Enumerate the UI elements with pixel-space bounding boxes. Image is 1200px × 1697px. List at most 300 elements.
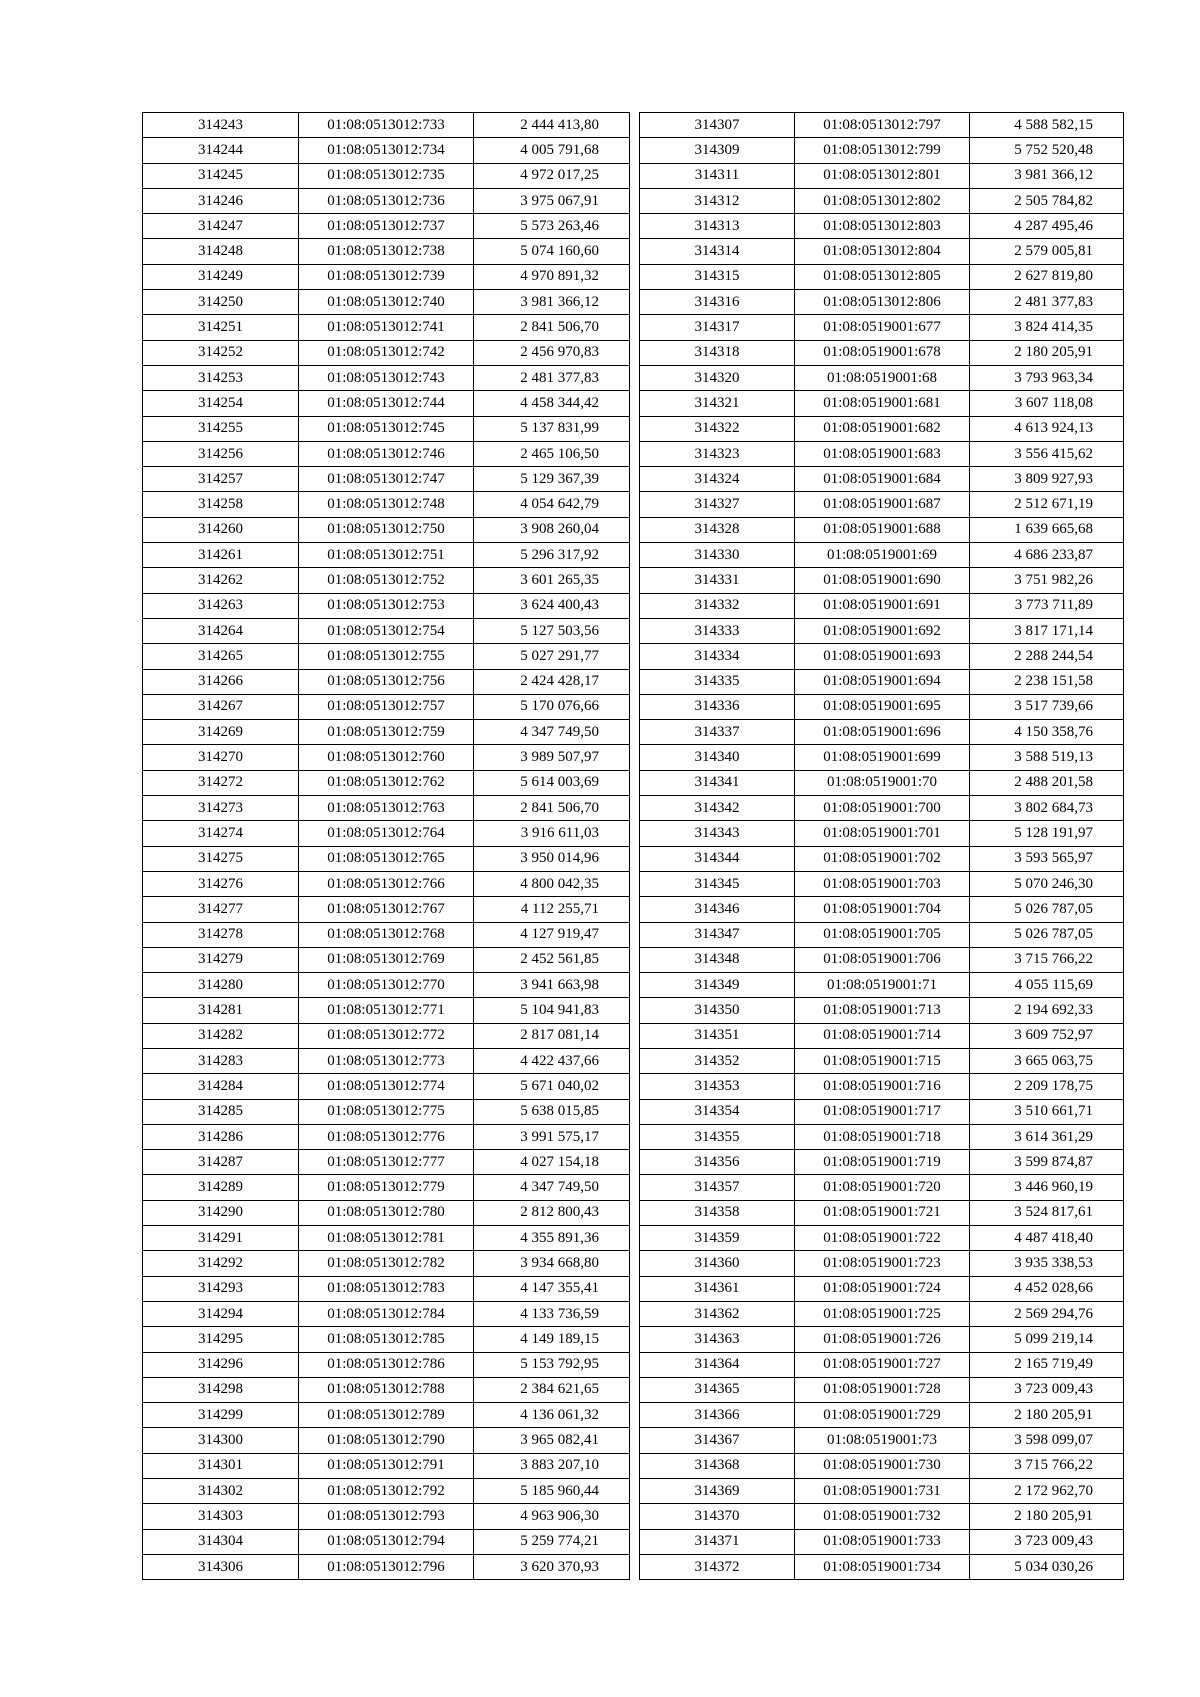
row-number-cell: 314270 <box>143 745 299 770</box>
cadastral-number-cell: 01:08:0513012:767 <box>299 897 474 922</box>
row-number-cell: 314362 <box>640 1301 795 1326</box>
cadastral-number-cell: 01:08:0513012:753 <box>299 593 474 618</box>
value-cell: 4 027 154,18 <box>474 1150 630 1175</box>
table-row <box>640 1150 1124 1175</box>
row-number-cell: 314314 <box>640 239 795 264</box>
row-number-cell: 314331 <box>640 568 795 593</box>
table-row <box>143 1529 630 1554</box>
row-number-cell: 314348 <box>640 947 795 972</box>
table-row <box>640 947 1124 972</box>
value-cell: 5 153 792,95 <box>474 1352 630 1377</box>
value-cell: 2 481 377,83 <box>474 365 630 390</box>
row-number-cell: 314324 <box>640 467 795 492</box>
row-number-cell: 314289 <box>143 1175 299 1200</box>
row-number-cell: 314256 <box>143 441 299 466</box>
table-row <box>143 871 630 896</box>
value-cell: 3 989 507,97 <box>474 745 630 770</box>
cadastral-number-cell: 01:08:0513012:751 <box>299 543 474 568</box>
value-cell: 1 639 665,68 <box>970 517 1124 542</box>
value-cell: 2 180 205,91 <box>970 340 1124 365</box>
row-number-cell: 314371 <box>640 1529 795 1554</box>
cadastral-number-cell: 01:08:0519001:699 <box>795 745 970 770</box>
value-cell: 2 465 106,50 <box>474 441 630 466</box>
cadastral-number-cell: 01:08:0513012:735 <box>299 163 474 188</box>
table-row <box>640 770 1124 795</box>
value-cell: 3 981 366,12 <box>474 290 630 315</box>
cadastral-number-cell: 01:08:0519001:703 <box>795 871 970 896</box>
value-cell: 3 614 361,29 <box>970 1124 1124 1149</box>
cadastral-number-cell: 01:08:0519001:724 <box>795 1276 970 1301</box>
table-row <box>640 922 1124 947</box>
row-number-cell: 314247 <box>143 214 299 239</box>
row-number-cell: 314300 <box>143 1428 299 1453</box>
cadastral-number-cell: 01:08:0513012:777 <box>299 1150 474 1175</box>
table-row <box>640 315 1124 340</box>
value-cell: 4 054 642,79 <box>474 492 630 517</box>
cadastral-number-cell: 01:08:0513012:775 <box>299 1099 474 1124</box>
value-cell: 2 238 151,58 <box>970 669 1124 694</box>
table-row <box>640 188 1124 213</box>
table-row <box>143 517 630 542</box>
row-number-cell: 314291 <box>143 1226 299 1251</box>
cadastral-number-cell: 01:08:0513012:733 <box>299 113 474 138</box>
cadastral-number-cell: 01:08:0513012:796 <box>299 1554 474 1579</box>
cadastral-number-cell: 01:08:0513012:762 <box>299 770 474 795</box>
cadastral-number-cell: 01:08:0513012:786 <box>299 1352 474 1377</box>
cadastral-number-cell: 01:08:0519001:702 <box>795 846 970 871</box>
cadastral-number-cell: 01:08:0513012:804 <box>795 239 970 264</box>
row-number-cell: 314267 <box>143 694 299 719</box>
table-row <box>640 720 1124 745</box>
cadastral-number-cell: 01:08:0519001:723 <box>795 1251 970 1276</box>
row-number-cell: 314370 <box>640 1504 795 1529</box>
value-cell: 4 422 437,66 <box>474 1048 630 1073</box>
cadastral-number-cell: 01:08:0513012:766 <box>299 871 474 896</box>
table-row <box>640 1200 1124 1225</box>
row-number-cell: 314294 <box>143 1301 299 1326</box>
row-number-cell: 314275 <box>143 846 299 871</box>
row-number-cell: 314334 <box>640 644 795 669</box>
table-row <box>640 163 1124 188</box>
row-number-cell: 314276 <box>143 871 299 896</box>
row-number-cell: 314274 <box>143 821 299 846</box>
value-cell: 3 524 817,61 <box>970 1200 1124 1225</box>
row-number-cell: 314264 <box>143 618 299 643</box>
row-number-cell: 314303 <box>143 1504 299 1529</box>
table-row <box>640 745 1124 770</box>
right-data-table <box>639 112 1124 1580</box>
value-cell: 2 194 692,33 <box>970 998 1124 1023</box>
cadastral-number-cell: 01:08:0519001:732 <box>795 1504 970 1529</box>
table-row <box>143 1124 630 1149</box>
cadastral-number-cell: 01:08:0519001:684 <box>795 467 970 492</box>
table-row <box>640 365 1124 390</box>
value-cell: 4 347 749,50 <box>474 1175 630 1200</box>
row-number-cell: 314252 <box>143 340 299 365</box>
row-number-cell: 314284 <box>143 1074 299 1099</box>
cadastral-number-cell: 01:08:0513012:739 <box>299 264 474 289</box>
table-row <box>640 618 1124 643</box>
table-row <box>143 1428 630 1453</box>
row-number-cell: 314311 <box>640 163 795 188</box>
table-row <box>143 1099 630 1124</box>
cadastral-number-cell: 01:08:0513012:743 <box>299 365 474 390</box>
cadastral-number-cell: 01:08:0519001:722 <box>795 1226 970 1251</box>
table-row <box>143 922 630 947</box>
cadastral-number-cell: 01:08:0513012:757 <box>299 694 474 719</box>
row-number-cell: 314344 <box>640 846 795 871</box>
cadastral-number-cell: 01:08:0513012:791 <box>299 1453 474 1478</box>
row-number-cell: 314277 <box>143 897 299 922</box>
table-row <box>640 821 1124 846</box>
table-row <box>143 770 630 795</box>
row-number-cell: 314318 <box>640 340 795 365</box>
cadastral-number-cell: 01:08:0513012:769 <box>299 947 474 972</box>
row-number-cell: 314320 <box>640 365 795 390</box>
row-number-cell: 314312 <box>640 188 795 213</box>
value-cell: 5 027 291,77 <box>474 644 630 669</box>
table-row <box>640 973 1124 998</box>
value-cell: 5 129 367,39 <box>474 467 630 492</box>
cadastral-number-cell: 01:08:0513012:768 <box>299 922 474 947</box>
cadastral-number-cell: 01:08:0519001:73 <box>795 1428 970 1453</box>
row-number-cell: 314367 <box>640 1428 795 1453</box>
table-row <box>640 113 1124 138</box>
value-cell: 5 127 503,56 <box>474 618 630 643</box>
table-row <box>143 492 630 517</box>
value-cell: 2 444 413,80 <box>474 113 630 138</box>
cadastral-number-cell: 01:08:0519001:693 <box>795 644 970 669</box>
row-number-cell: 314281 <box>143 998 299 1023</box>
value-cell: 3 981 366,12 <box>970 163 1124 188</box>
table-row <box>640 1504 1124 1529</box>
value-cell: 2 209 178,75 <box>970 1074 1124 1099</box>
cadastral-number-cell: 01:08:0519001:729 <box>795 1403 970 1428</box>
row-number-cell: 314285 <box>143 1099 299 1124</box>
table-row <box>640 1124 1124 1149</box>
cadastral-number-cell: 01:08:0513012:752 <box>299 568 474 593</box>
row-number-cell: 314364 <box>640 1352 795 1377</box>
table-row <box>640 568 1124 593</box>
value-cell: 4 147 355,41 <box>474 1276 630 1301</box>
table-row <box>640 1048 1124 1073</box>
row-number-cell: 314302 <box>143 1479 299 1504</box>
value-cell: 3 916 611,03 <box>474 821 630 846</box>
value-cell: 4 347 749,50 <box>474 720 630 745</box>
value-cell: 3 809 927,93 <box>970 467 1124 492</box>
value-cell: 2 488 201,58 <box>970 770 1124 795</box>
value-cell: 5 074 160,60 <box>474 239 630 264</box>
table-row <box>143 1048 630 1073</box>
table-row <box>143 1479 630 1504</box>
value-cell: 4 970 891,32 <box>474 264 630 289</box>
row-number-cell: 314355 <box>640 1124 795 1149</box>
row-number-cell: 314336 <box>640 694 795 719</box>
table-row <box>143 1175 630 1200</box>
value-cell: 3 607 118,08 <box>970 391 1124 416</box>
row-number-cell: 314249 <box>143 264 299 289</box>
value-cell: 4 136 061,32 <box>474 1403 630 1428</box>
row-number-cell: 314296 <box>143 1352 299 1377</box>
row-number-cell: 314372 <box>640 1554 795 1579</box>
table-row <box>143 998 630 1023</box>
value-cell: 2 512 671,19 <box>970 492 1124 517</box>
table-row <box>143 745 630 770</box>
value-cell: 5 034 030,26 <box>970 1554 1124 1579</box>
cadastral-number-cell: 01:08:0513012:746 <box>299 441 474 466</box>
table-row <box>143 1453 630 1478</box>
cadastral-number-cell: 01:08:0519001:696 <box>795 720 970 745</box>
row-number-cell: 314263 <box>143 593 299 618</box>
cadastral-number-cell: 01:08:0519001:713 <box>795 998 970 1023</box>
cadastral-number-cell: 01:08:0513012:754 <box>299 618 474 643</box>
table-row <box>640 138 1124 163</box>
row-number-cell: 314278 <box>143 922 299 947</box>
value-cell: 4 613 924,13 <box>970 416 1124 441</box>
cadastral-number-cell: 01:08:0513012:750 <box>299 517 474 542</box>
value-cell: 3 975 067,91 <box>474 188 630 213</box>
row-number-cell: 314358 <box>640 1200 795 1225</box>
table-row <box>640 391 1124 416</box>
value-cell: 2 841 506,70 <box>474 796 630 821</box>
value-cell: 3 510 661,71 <box>970 1099 1124 1124</box>
table-row <box>143 416 630 441</box>
cadastral-number-cell: 01:08:0519001:68 <box>795 365 970 390</box>
row-number-cell: 314322 <box>640 416 795 441</box>
cadastral-number-cell: 01:08:0519001:734 <box>795 1554 970 1579</box>
value-cell: 3 715 766,22 <box>970 947 1124 972</box>
value-cell: 3 950 014,96 <box>474 846 630 871</box>
value-cell: 3 620 370,93 <box>474 1554 630 1579</box>
row-number-cell: 314368 <box>640 1453 795 1478</box>
cadastral-number-cell: 01:08:0513012:741 <box>299 315 474 340</box>
value-cell: 3 715 766,22 <box>970 1453 1124 1478</box>
table-row <box>640 1276 1124 1301</box>
table-row <box>143 543 630 568</box>
row-number-cell: 314293 <box>143 1276 299 1301</box>
value-cell: 4 458 344,42 <box>474 391 630 416</box>
table-row <box>143 214 630 239</box>
cadastral-number-cell: 01:08:0513012:740 <box>299 290 474 315</box>
value-cell: 4 452 028,66 <box>970 1276 1124 1301</box>
row-number-cell: 314309 <box>640 138 795 163</box>
row-number-cell: 314248 <box>143 239 299 264</box>
table-row <box>640 290 1124 315</box>
table-row <box>640 1301 1124 1326</box>
cadastral-number-cell: 01:08:0513012:736 <box>299 188 474 213</box>
table-row <box>143 1554 630 1579</box>
table-row <box>143 1504 630 1529</box>
value-cell: 2 579 005,81 <box>970 239 1124 264</box>
table-row <box>640 1428 1124 1453</box>
value-cell: 5 099 219,14 <box>970 1327 1124 1352</box>
value-cell: 2 180 205,91 <box>970 1504 1124 1529</box>
value-cell: 4 355 891,36 <box>474 1226 630 1251</box>
row-number-cell: 314337 <box>640 720 795 745</box>
cadastral-number-cell: 01:08:0519001:690 <box>795 568 970 593</box>
cadastral-number-cell: 01:08:0513012:805 <box>795 264 970 289</box>
cadastral-number-cell: 01:08:0519001:677 <box>795 315 970 340</box>
row-number-cell: 314332 <box>640 593 795 618</box>
table-row <box>640 1327 1124 1352</box>
cadastral-number-cell: 01:08:0519001:71 <box>795 973 970 998</box>
row-number-cell: 314345 <box>640 871 795 896</box>
value-cell: 3 965 082,41 <box>474 1428 630 1453</box>
value-cell: 3 723 009,43 <box>970 1377 1124 1402</box>
value-cell: 4 005 791,68 <box>474 138 630 163</box>
row-number-cell: 314255 <box>143 416 299 441</box>
row-number-cell: 314257 <box>143 467 299 492</box>
value-cell: 5 752 520,48 <box>970 138 1124 163</box>
table-row <box>143 947 630 972</box>
table-row <box>640 1074 1124 1099</box>
row-number-cell: 314359 <box>640 1226 795 1251</box>
table-row <box>143 669 630 694</box>
cadastral-number-cell: 01:08:0519001:694 <box>795 669 970 694</box>
row-number-cell: 314323 <box>640 441 795 466</box>
value-cell: 2 288 244,54 <box>970 644 1124 669</box>
row-number-cell: 314341 <box>640 770 795 795</box>
value-cell: 4 133 736,59 <box>474 1301 630 1326</box>
table-row <box>640 1403 1124 1428</box>
cadastral-number-cell: 01:08:0513012:738 <box>299 239 474 264</box>
value-cell: 5 259 774,21 <box>474 1529 630 1554</box>
cadastral-number-cell: 01:08:0513012:781 <box>299 1226 474 1251</box>
value-cell: 3 723 009,43 <box>970 1529 1124 1554</box>
row-number-cell: 314363 <box>640 1327 795 1352</box>
cadastral-number-cell: 01:08:0519001:725 <box>795 1301 970 1326</box>
row-number-cell: 314316 <box>640 290 795 315</box>
row-number-cell: 314315 <box>640 264 795 289</box>
row-number-cell: 314246 <box>143 188 299 213</box>
cadastral-number-cell: 01:08:0513012:782 <box>299 1251 474 1276</box>
table-row <box>143 1403 630 1428</box>
value-cell: 4 686 233,87 <box>970 543 1124 568</box>
cadastral-number-cell: 01:08:0519001:716 <box>795 1074 970 1099</box>
row-number-cell: 314343 <box>640 821 795 846</box>
value-cell: 2 505 784,82 <box>970 188 1124 213</box>
row-number-cell: 314299 <box>143 1403 299 1428</box>
cadastral-number-cell: 01:08:0513012:745 <box>299 416 474 441</box>
cadastral-number-cell: 01:08:0513012:770 <box>299 973 474 998</box>
table-row <box>143 239 630 264</box>
cadastral-number-cell: 01:08:0513012:788 <box>299 1377 474 1402</box>
table-row <box>143 821 630 846</box>
table-row <box>640 1352 1124 1377</box>
value-cell: 4 972 017,25 <box>474 163 630 188</box>
row-number-cell: 314327 <box>640 492 795 517</box>
value-cell: 4 055 115,69 <box>970 973 1124 998</box>
cadastral-number-cell: 01:08:0513012:759 <box>299 720 474 745</box>
cadastral-number-cell: 01:08:0519001:700 <box>795 796 970 821</box>
cadastral-number-cell: 01:08:0513012:803 <box>795 214 970 239</box>
cadastral-number-cell: 01:08:0513012:792 <box>299 1479 474 1504</box>
table-row <box>143 188 630 213</box>
row-number-cell: 314354 <box>640 1099 795 1124</box>
cadastral-number-cell: 01:08:0513012:755 <box>299 644 474 669</box>
row-number-cell: 314307 <box>640 113 795 138</box>
cadastral-number-cell: 01:08:0513012:734 <box>299 138 474 163</box>
table-row <box>143 1200 630 1225</box>
row-number-cell: 314353 <box>640 1074 795 1099</box>
cadastral-number-cell: 01:08:0513012:794 <box>299 1529 474 1554</box>
cadastral-number-cell: 01:08:0519001:705 <box>795 922 970 947</box>
value-cell: 3 598 099,07 <box>970 1428 1124 1453</box>
row-number-cell: 314266 <box>143 669 299 694</box>
table-row <box>143 290 630 315</box>
row-number-cell: 314245 <box>143 163 299 188</box>
value-cell: 2 424 428,17 <box>474 669 630 694</box>
table-row <box>143 1276 630 1301</box>
cadastral-number-cell: 01:08:0513012:747 <box>299 467 474 492</box>
value-cell: 5 026 787,05 <box>970 897 1124 922</box>
row-number-cell: 314250 <box>143 290 299 315</box>
value-cell: 5 671 040,02 <box>474 1074 630 1099</box>
value-cell: 5 638 015,85 <box>474 1099 630 1124</box>
cadastral-number-cell: 01:08:0519001:721 <box>795 1200 970 1225</box>
value-cell: 2 841 506,70 <box>474 315 630 340</box>
value-cell: 2 456 970,83 <box>474 340 630 365</box>
table-row <box>640 492 1124 517</box>
row-number-cell: 314366 <box>640 1403 795 1428</box>
value-cell: 3 793 963,34 <box>970 365 1124 390</box>
value-cell: 5 296 317,92 <box>474 543 630 568</box>
table-row <box>143 391 630 416</box>
table-row <box>640 644 1124 669</box>
value-cell: 4 150 358,76 <box>970 720 1124 745</box>
cadastral-number-cell: 01:08:0513012:780 <box>299 1200 474 1225</box>
table-row <box>640 1099 1124 1124</box>
table-row <box>143 694 630 719</box>
value-cell: 2 569 294,76 <box>970 1301 1124 1326</box>
value-cell: 3 751 982,26 <box>970 568 1124 593</box>
cadastral-number-cell: 01:08:0519001:678 <box>795 340 970 365</box>
value-cell: 4 800 042,35 <box>474 871 630 896</box>
table-row <box>640 998 1124 1023</box>
value-cell: 3 824 414,35 <box>970 315 1124 340</box>
table-row <box>143 1352 630 1377</box>
row-number-cell: 314365 <box>640 1377 795 1402</box>
cadastral-number-cell: 01:08:0513012:802 <box>795 188 970 213</box>
table-row <box>143 593 630 618</box>
value-cell: 4 287 495,46 <box>970 214 1124 239</box>
cadastral-number-cell: 01:08:0513012:765 <box>299 846 474 871</box>
value-cell: 4 487 418,40 <box>970 1226 1124 1251</box>
cadastral-number-cell: 01:08:0519001:733 <box>795 1529 970 1554</box>
value-cell: 3 599 874,87 <box>970 1150 1124 1175</box>
table-row <box>143 720 630 745</box>
cadastral-number-cell: 01:08:0513012:801 <box>795 163 970 188</box>
table-row <box>143 897 630 922</box>
cadastral-number-cell: 01:08:0513012:797 <box>795 113 970 138</box>
cadastral-number-cell: 01:08:0513012:774 <box>299 1074 474 1099</box>
row-number-cell: 314369 <box>640 1479 795 1504</box>
value-cell: 3 941 663,98 <box>474 973 630 998</box>
cadastral-number-cell: 01:08:0519001:687 <box>795 492 970 517</box>
value-cell: 4 127 919,47 <box>474 922 630 947</box>
cadastral-number-cell: 01:08:0513012:785 <box>299 1327 474 1352</box>
table-row <box>640 416 1124 441</box>
table-row <box>640 897 1124 922</box>
row-number-cell: 314328 <box>640 517 795 542</box>
cadastral-number-cell: 01:08:0519001:706 <box>795 947 970 972</box>
value-cell: 3 934 668,80 <box>474 1251 630 1276</box>
value-cell: 3 588 519,13 <box>970 745 1124 770</box>
cadastral-number-cell: 01:08:0519001:695 <box>795 694 970 719</box>
value-cell: 4 112 255,71 <box>474 897 630 922</box>
table-row <box>640 1023 1124 1048</box>
table-row <box>143 113 630 138</box>
